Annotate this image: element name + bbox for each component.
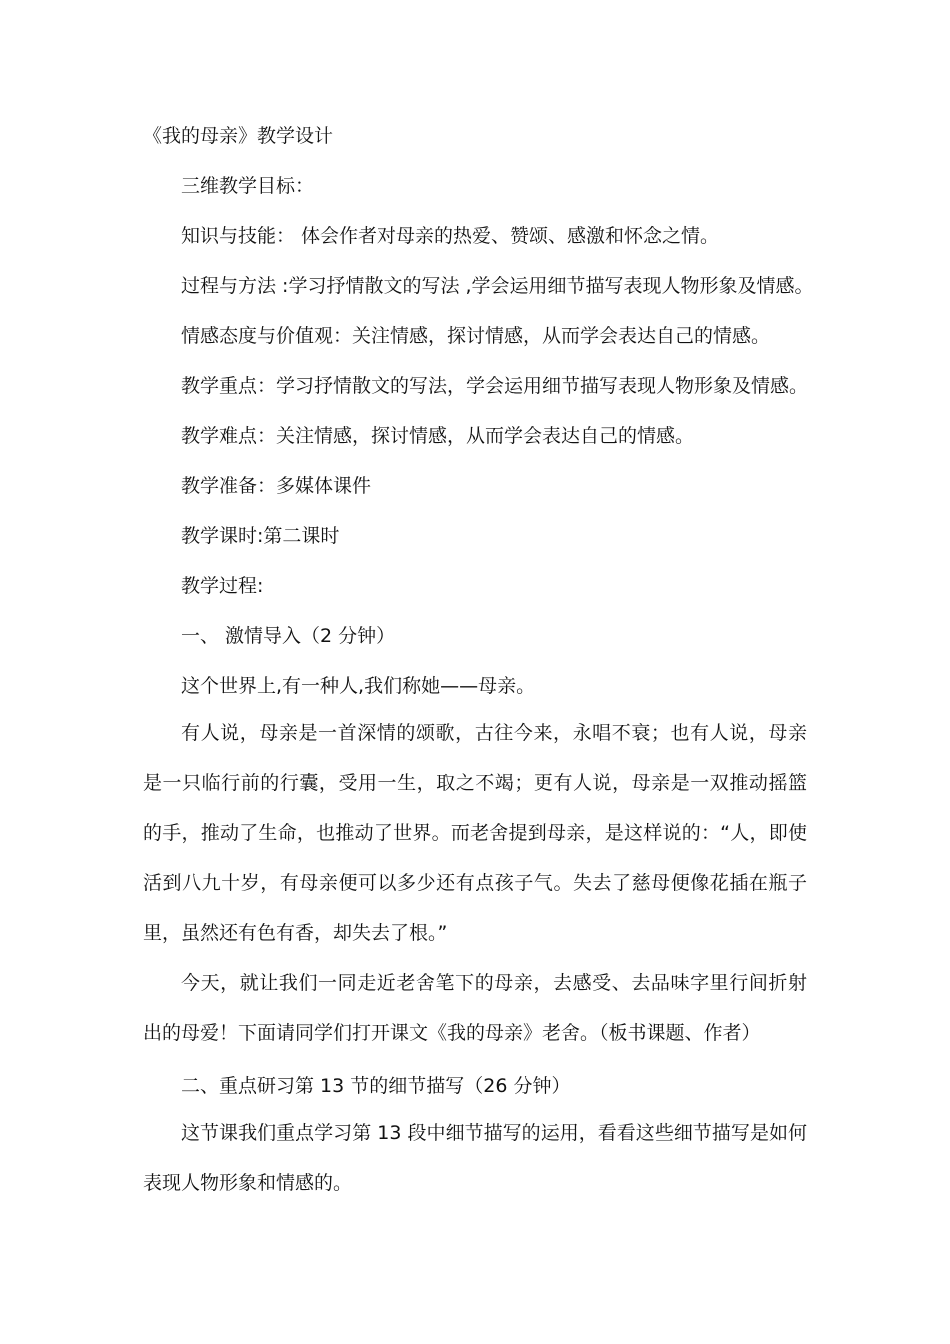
- intro-sentence: 这个世界上,有一种人,我们称她——母亲。: [181, 675, 536, 697]
- this-lesson-paragraph: 这节课我们重点学习第 13 段中细节描写的运用，看看这些细节描写是如何表现人物形象和情感的。: [143, 1122, 807, 1194]
- emotion-attitude-line: 情感态度与价值观：关注情感，探讨情感，从而学会表达自己的情感。: [181, 325, 771, 347]
- teaching-key-point-line: 教学重点：学习抒情散文的写法，学会运用细节描写表现人物形象及情感。: [181, 375, 809, 397]
- teaching-preparation-line: 教学准备：多媒体课件: [181, 475, 372, 497]
- document-title: 《我的母亲》教学设计: [143, 125, 334, 147]
- section-two-heading: 二、重点研习第 13 节的细节描写（26 分钟）: [181, 1075, 571, 1097]
- someone-says-paragraph: 有人说，母亲是一首深情的颂歌，古往今来，永唱不衰；也有人说，母亲是一只临行前的行囊，受用一生，取之不竭；更有人说，母亲是一双推动摇篮的手，推动了生命，也推动了世界。而老舍提到母亲，是这样说的：“人，即使活到八九十岁，有母亲便可以多少还有点孩子气。失去了慈母便像花插在瓶子里，虽然还有色有香，却失去了根。”: [143, 722, 807, 944]
- today-paragraph: 今天，就让我们一同走近老舍笔下的母亲，去感受、去品味字里行间折射出的母爱！下面请同学们打开课文《我的母亲》老舍。（板书课题、作者）: [143, 972, 807, 1044]
- teaching-difficulty-line: 教学难点：关注情感，探讨情感，从而学会表达自己的情感。: [181, 425, 695, 447]
- teaching-period-line: 教学课时:第二课时: [181, 525, 340, 547]
- section-one-heading: 一、 激情导入（2 分钟）: [181, 625, 396, 647]
- process-methods-line: 过程与方法 :学习抒情散文的写法 ,学会运用细节描写表现人物形象及情感。: [181, 275, 814, 297]
- knowledge-skills-line: 知识与技能： 体会作者对母亲的热爱、赞颂、感激和怀念之情。: [181, 225, 720, 247]
- three-dimension-goals-heading: 三维教学目标：: [181, 175, 315, 197]
- teaching-process-heading: 教学过程:: [181, 575, 264, 597]
